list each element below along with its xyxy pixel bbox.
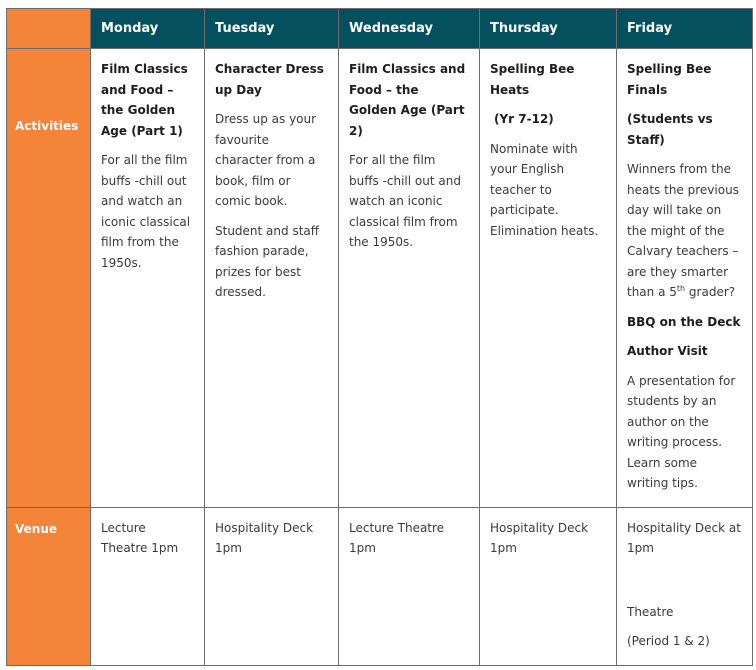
day-header-thursday: Thursday: [480, 9, 617, 49]
activities-row: [7, 49, 753, 508]
activity-subtitle: (Yr 7-12): [494, 112, 554, 126]
activity-description: [627, 159, 742, 303]
venue-cell-tuesday: Hospitality Deck 1pm: [205, 507, 339, 666]
venue-cell-thursday: Hospitality Deck 1pm: [480, 507, 617, 666]
activity-cell-tuesday: [205, 49, 339, 508]
venue-cell-wednesday: Lecture Theatre 1pm: [339, 507, 480, 666]
activity-description: For all the film buffs -chill out and watch an iconic classical film from the 1950s.: [349, 153, 461, 249]
activity-title: Film Classics and Food – the Golden Age (Part 1): [101, 62, 188, 138]
activity-title: Film Classics and Food – the Golden Age (Part 2): [349, 62, 466, 138]
activity-cell-wednesday: [339, 49, 480, 508]
venue-text: Hospitality Deck at 1pm: [627, 520, 741, 555]
row-label-activities: Activities: [7, 49, 91, 508]
venue-cell-monday: Lecture Theatre 1pm: [91, 507, 205, 666]
venue-spacer: [627, 568, 742, 602]
activity-cell-friday: [617, 49, 753, 508]
header-row: [7, 9, 753, 49]
activity-description: For all the film buffs -chill out and watch an iconic classical film from the 1950s.: [101, 153, 191, 270]
activity-title: Author Visit: [627, 344, 708, 358]
description-text: grader?: [685, 285, 736, 299]
corner-cell: [7, 9, 91, 49]
activity-description: Nominate with your English teacher to participate. Elimination heats.: [490, 141, 599, 238]
description-text: Winners from the heats the previous day will take on the might of the Calvary teachers – are they smarter than a 5: [627, 162, 739, 299]
activity-description: Dress up as your favourite character from a book, film or comic book.: [215, 112, 317, 208]
activity-cell-thursday: [480, 49, 617, 508]
venue-row: [7, 507, 753, 666]
activity-description: Student and staff fashion parade, prizes for best dressed.: [215, 223, 320, 299]
venue-text: (Period 1 & 2): [627, 634, 710, 648]
row-label-venue: Venue: [7, 507, 91, 666]
venue-cell-friday: [617, 507, 753, 666]
activity-title: Spelling Bee Finals: [627, 62, 712, 97]
activity-title: Character Dress up Day: [215, 62, 324, 97]
venue-text: Theatre: [627, 604, 674, 619]
day-header-tuesday: Tuesday: [205, 9, 339, 49]
activity-title: Spelling Bee Heats: [490, 62, 575, 97]
activity-subtitle: (Students vs Staff): [627, 112, 713, 147]
activity-title: BBQ on the Deck: [627, 314, 741, 329]
schedule-table: [6, 8, 753, 666]
day-header-monday: Monday: [91, 9, 205, 49]
ordinal-suffix: th: [676, 284, 686, 293]
activity-description: A presentation for students by an author on the writing process. Learn some writing tips.: [627, 373, 736, 490]
activity-cell-monday: [91, 49, 205, 508]
day-header-friday: Friday: [617, 9, 753, 49]
day-header-wednesday: Wednesday: [339, 9, 480, 49]
